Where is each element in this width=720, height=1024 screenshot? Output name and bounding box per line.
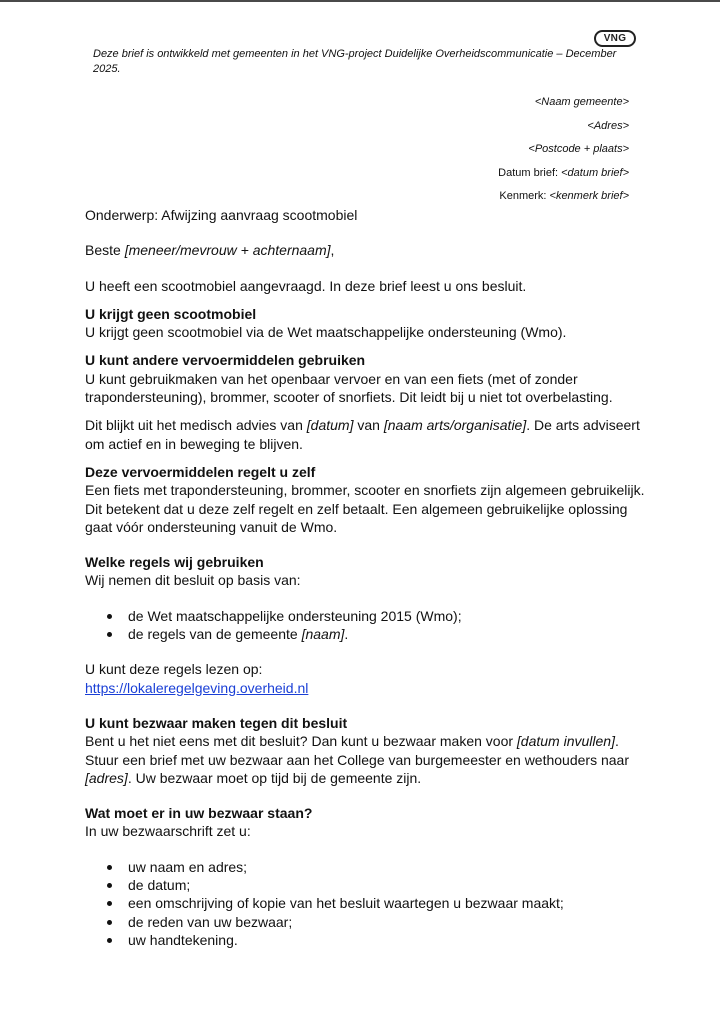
heading-self-arrange: Deze vervoermiddelen regelt u zelf xyxy=(85,463,316,480)
list-item: de datum; xyxy=(107,876,645,894)
rules-text: Wij nemen dit besluit op basis van: xyxy=(85,572,301,589)
regulations-link[interactable]: https://lokaleregelgeving.overheid.nl xyxy=(85,679,309,696)
list-item: uw handtekening. xyxy=(107,931,645,949)
letter-reference xyxy=(498,185,629,209)
list-item-text: de regels van de gemeente xyxy=(128,626,302,643)
heading-alternatives: U kunt andere vervoermiddelen gebruiken xyxy=(85,352,366,369)
no-scooter-text: U krijgt geen scootmobiel via de Wet maatschappelijke ondersteuning (Wmo). xyxy=(85,324,567,341)
salutation-suffix: , xyxy=(330,242,335,259)
date-value: <datum brief> xyxy=(561,166,629,179)
address-block xyxy=(498,91,629,209)
list-item: een omschrijving of kopie van het besluit waartegen u bezwaar maakt; xyxy=(107,894,645,912)
objection-part: . Uw bezwaar moet op tijd bij de gemeente zijn. xyxy=(127,769,422,786)
advice-part: . De arts adviseert om actief en in beweging te blijven. xyxy=(85,417,640,452)
salutation xyxy=(85,241,645,259)
advice-doctor-placeholder: [naam arts/organisatie] xyxy=(383,417,527,434)
rules-read-text: U kunt deze regels lezen op: xyxy=(85,661,263,678)
list-item-suffix: . xyxy=(344,626,349,643)
intro-paragraph: U heeft een scootmobiel aangevraagd. In deze brief leest u ons besluit. xyxy=(85,277,527,294)
advice-part: van xyxy=(353,417,384,434)
reference-value: <kenmerk brief> xyxy=(549,190,629,202)
objection-part: Bent u het niet eens met dit besluit? Dan kunt u bezwaar maken voor xyxy=(85,733,517,750)
advice-date-placeholder: [datum] xyxy=(306,417,354,434)
objection-address-placeholder: [adres] xyxy=(85,769,128,786)
salutation-placeholder: [meneer/mevrouw + achternaam] xyxy=(124,242,331,259)
postcode-city: <Postcode + plaats> xyxy=(528,143,629,155)
reference-label: Kenmerk: xyxy=(499,190,547,202)
objection-date-placeholder: [datum invullen] xyxy=(516,733,615,750)
advice-part: Dit blijkt uit het medisch advies van xyxy=(85,417,307,434)
heading-objection: U kunt bezwaar maken tegen dit besluit xyxy=(85,714,348,731)
heading-rules: Welke regels wij gebruiken xyxy=(85,554,264,571)
vng-logo: VNG xyxy=(594,30,636,47)
objection-part: . Stuur een brief met uw bezwaar aan het College van burgemeester en wethouders naar xyxy=(85,733,629,768)
list-item xyxy=(107,625,645,643)
list-item: uw naam en adres; xyxy=(107,858,645,876)
municipality-name: <Naam gemeente> xyxy=(534,96,629,108)
objection-contents-list xyxy=(107,858,645,949)
rules-list xyxy=(107,607,645,644)
list-item: de reden van uw bezwaar; xyxy=(107,913,645,931)
list-item: de Wet maatschappelijke ondersteuning 2015 (Wmo); xyxy=(107,607,645,625)
alternatives-text: U kunt gebruikmaken van het openbaar vervoer en van een fiets (met of zonder trapondersteuning), brommer, scooter of snorfiets. Dit leidt bij u niet tot overbelasting. xyxy=(85,370,613,406)
heading-objection-contents: Wat moet er in uw bezwaar staan? xyxy=(85,805,313,822)
objection-contents-text: In uw bezwaarschrift zet u: xyxy=(85,823,251,840)
date-label: Datum brief: xyxy=(498,166,559,179)
self-arrange-text: Een fiets met trapondersteuning, brommer, scooter en snorfiets zijn algemeen gebruikelijk. Dit betekent dat u deze zelf regelt en zelf betaalt. Een algemeen gebruikelijke oplossing gaat vóór ondersteuning vanuit de Wmo. xyxy=(85,482,645,535)
salutation-prefix: Beste xyxy=(85,242,125,259)
objection-text xyxy=(85,732,645,787)
letter-body xyxy=(85,206,645,949)
subject-line: Onderwerp: Afwijzing aanvraag scootmobiel xyxy=(85,207,358,223)
medical-advice-text xyxy=(85,416,645,453)
street-address: <Adres> xyxy=(587,119,629,132)
heading-no-scooter: U krijgt geen scootmobiel xyxy=(85,305,257,322)
disclaimer-text: Deze brief is ontwikkeld met gemeenten in het VNG-project Duidelijke Overheidscommunicatie – December 2025. xyxy=(93,48,617,75)
letter-date xyxy=(498,162,629,186)
letter-page xyxy=(0,2,720,1024)
municipality-placeholder: [naam] xyxy=(301,626,345,643)
